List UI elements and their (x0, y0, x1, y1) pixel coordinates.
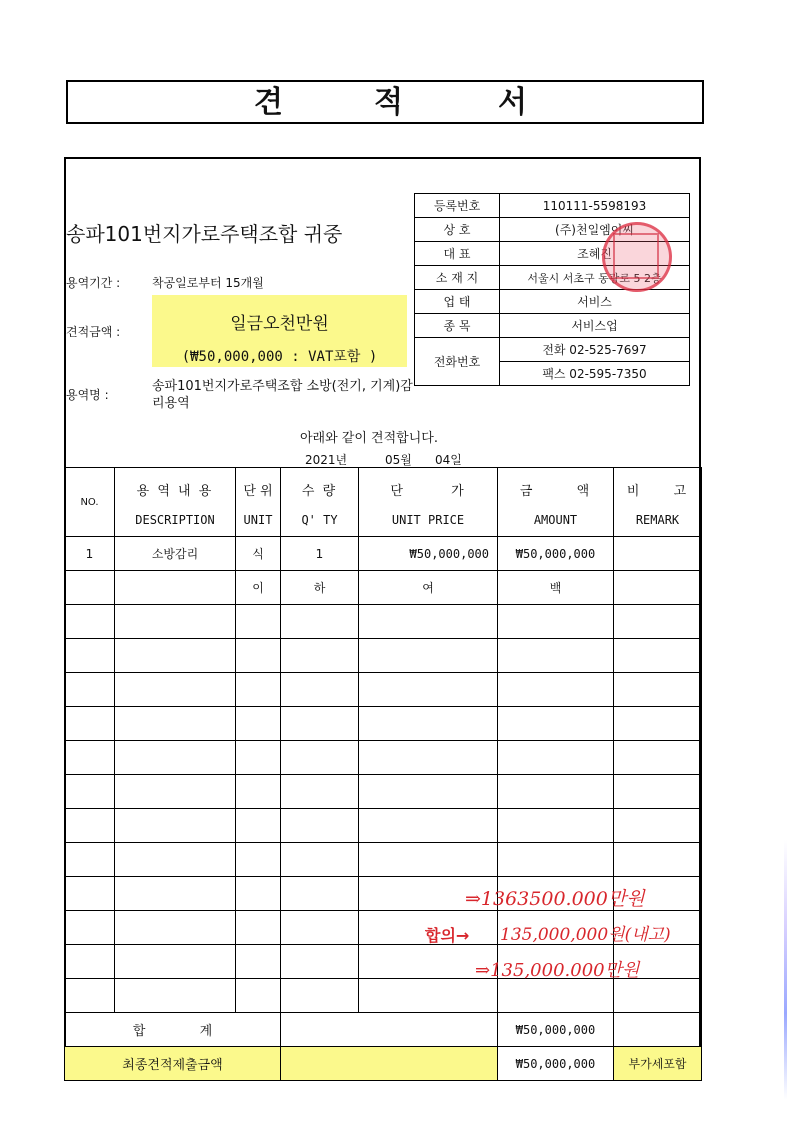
row-unit: 식 (236, 537, 281, 571)
reg-label: 등록번호 (415, 194, 500, 218)
ceo-value: 조혜진 (500, 242, 690, 266)
phone-label: 전화번호 (415, 338, 500, 386)
reg-value: 110111-5598193 (500, 194, 690, 218)
header-qty: 수 량 Q' TY (281, 468, 359, 537)
table-row (65, 605, 702, 639)
handwriting-line-2-prefix: 합의→ (425, 926, 470, 945)
period-label: 용역기간 : (66, 276, 121, 290)
date-month: 05월 (385, 453, 412, 467)
recipient: 송파101번지가로주택조합 귀중 (66, 222, 343, 246)
handwriting-line-2: 135,000,000원(내고) (500, 925, 671, 945)
item-label: 종 목 (415, 314, 500, 338)
final-value: ₩50,000,000 (498, 1047, 614, 1081)
name-value: (주)천일엠이씨 (500, 218, 690, 242)
row-unit-price: ₩50,000,000 (359, 537, 498, 571)
service-value: 송파101번지가로주택조합 소방(전기, 기계)감리용역 (152, 379, 413, 411)
addr-value: 서울시 서초구 동광로 5 2층 (500, 266, 690, 290)
table-row (65, 707, 702, 741)
amount-label: 견적금액 : (66, 325, 121, 339)
title-char-3: 서 (498, 85, 527, 120)
type-label: 업 태 (415, 290, 500, 314)
table-row (65, 775, 702, 809)
final-remark: 부가세포함 (614, 1047, 702, 1081)
row-description: 소방감리 (115, 537, 236, 571)
header-amount: 금 액 AMOUNT (498, 468, 614, 537)
quote-table (64, 467, 702, 1081)
below-blank-1: 이 (236, 571, 281, 605)
ceo-label: 대 표 (415, 242, 500, 266)
row-remark (614, 537, 702, 571)
company-seal-icon (602, 222, 672, 292)
fax-value: 팩스 02-595-7350 (500, 362, 690, 386)
date-day: 04일 (435, 453, 462, 467)
table-row (65, 673, 702, 707)
below-blank-4: 백 (498, 571, 614, 605)
row-qty: 1 (281, 537, 359, 571)
final-label: 최종견적제출금액 (65, 1047, 281, 1081)
handwriting-line-3: ⇒135,000.000만원 (475, 960, 640, 981)
table-row (65, 741, 702, 775)
document-title-box (66, 80, 704, 124)
table-row (65, 537, 702, 571)
addr-label: 소 재 지 (415, 266, 500, 290)
header-no: NO. (65, 468, 115, 537)
handwritten-notes (420, 878, 710, 988)
table-row (65, 639, 702, 673)
table-header (65, 468, 702, 537)
name-label: 상 호 (415, 218, 500, 242)
period-value: 착공일로부터 15개월 (152, 276, 264, 290)
subtotal-row (65, 1013, 702, 1047)
tel-value: 전화 02-525-7697 (500, 338, 690, 362)
handwriting-line-1: ⇒1363500.000만원 (465, 888, 645, 910)
type-value: 서비스 (500, 290, 690, 314)
header-description: 용 역 내 용 DESCRIPTION (115, 468, 236, 537)
subtotal-value: ₩50,000,000 (498, 1013, 614, 1047)
row-no: 1 (65, 537, 115, 571)
table-row (65, 809, 702, 843)
date-year: 2021년 (305, 453, 348, 467)
notice: 아래와 같이 견적합니다. (300, 431, 438, 446)
below-blank-2: 하 (281, 571, 359, 605)
subtotal-label: 합 계 (65, 1013, 281, 1047)
below-blank-3: 여 (359, 571, 498, 605)
service-label: 용역명 : (66, 388, 109, 402)
table-row (65, 843, 702, 877)
amount-numeric: (₩50,000,000 : VAT포함 ) (181, 349, 378, 365)
table-row (65, 571, 702, 605)
header-unit-price: 단 가 UNIT PRICE (359, 468, 498, 537)
amount-korean: 일금오천만원 (230, 314, 329, 334)
title-char-1: 견 (254, 85, 283, 120)
header-remark: 비 고 REMARK (614, 468, 702, 537)
final-row (65, 1047, 702, 1081)
row-amount: ₩50,000,000 (498, 537, 614, 571)
header-unit: 단 위 UNIT (236, 468, 281, 537)
title-char-2: 적 (374, 85, 403, 120)
scan-edge (784, 840, 787, 1100)
item-value: 서비스업 (500, 314, 690, 338)
